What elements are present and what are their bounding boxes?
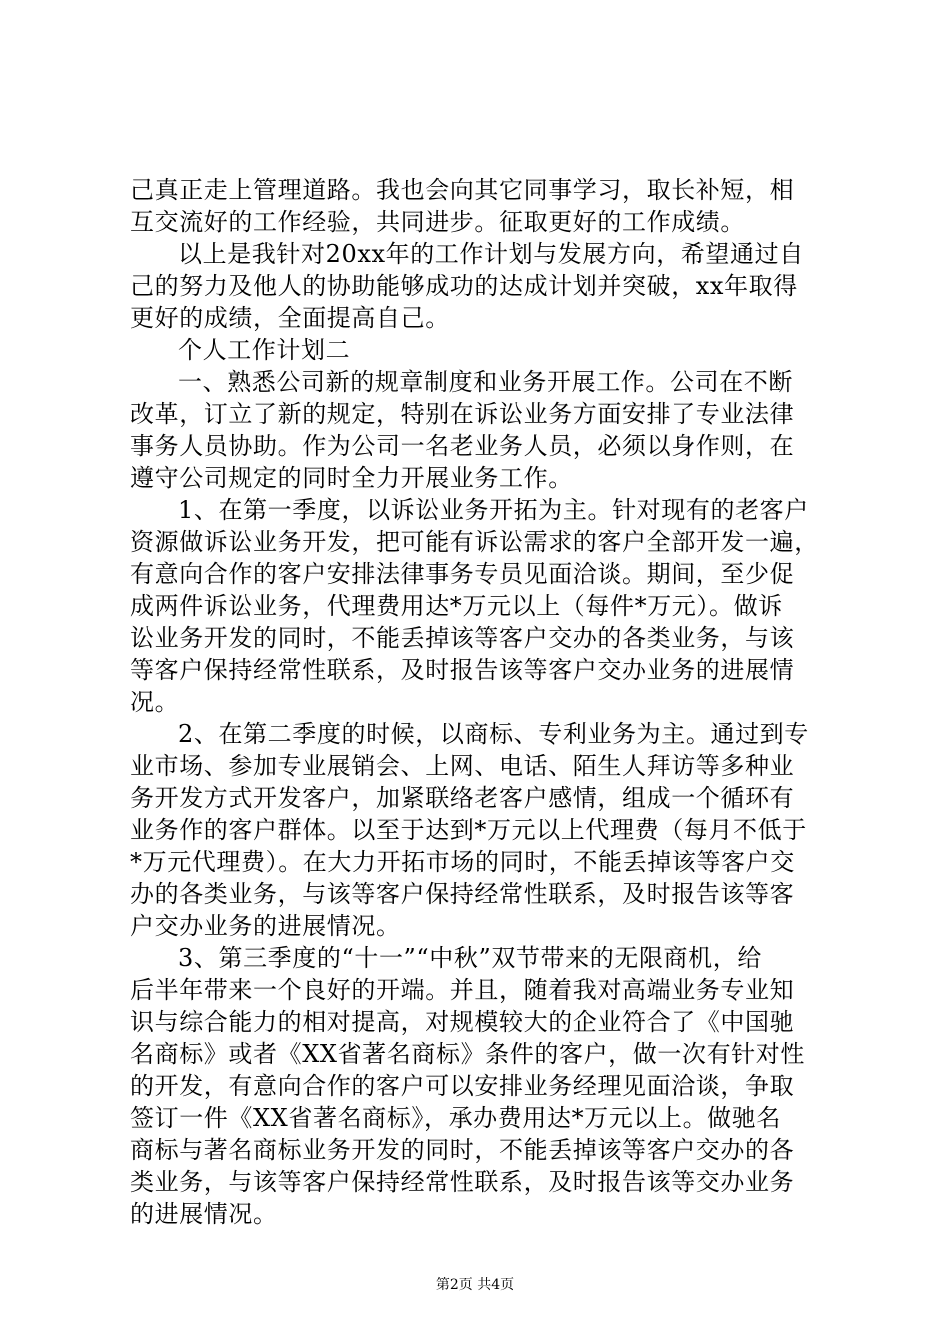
text-line: 资源做诉讼业务开发，把可能有诉讼需求的客户全部开发一遍， [130,528,819,556]
text-line: 己的努力及他人的协助能够成功的达成计划并突破，xx年取得 [130,272,798,300]
text-line: 务开发方式开发客户，加紧联络老客户感情，组成一个循环有 [130,784,795,812]
text-line: 识与综合能力的相对提高，对规模较大的企业符合了《中国驰 [130,1008,795,1036]
text-line: 以上是我针对20xx年的工作计划与发展方向，希望通过自 [178,240,804,268]
text-line: 遵守公司规定的同时全力开展业务工作。 [130,464,573,492]
text-line: 后半年带来一个良好的开端。并且，随着我对高端业务专业知 [130,976,795,1004]
text-line: 成两件诉讼业务，代理费用达*万元以上（每件*万元）。做诉 [130,592,783,620]
text-line: 互交流好的工作经验，共同进步。征取更好的工作成绩。 [130,208,745,236]
text-line: 有意向合作的客户安排法律事务专员见面洽谈。期间，至少促 [130,560,795,588]
text-line: 户交办业务的进展情况。 [130,912,401,940]
text-line: 的进展情况。 [130,1200,278,1228]
section-heading: 个人工作计划二 [178,336,351,364]
page-number: 第2页 共4页 [435,1277,515,1293]
text-line: 业务作的客户群体。以至于达到*万元以上代理费（每月不低于 [130,816,807,844]
text-line: 等客户保持经常性联系，及时报告该等客户交办业务的进展情 [130,656,795,684]
text-line: 况。 [130,688,180,716]
text-line: 事务人员协助。作为公司一名老业务人员，必须以身作则，在 [130,432,795,460]
text-line: 商标与著名商标业务开发的同时，不能丢掉该等客户交办的各 [130,1136,795,1164]
text-line: 讼业务开发的同时，不能丢掉该等客户交办的各类业务，与该 [130,624,795,652]
text-line: 办的各类业务，与该等客户保持经常性联系，及时报告该等客 [130,880,795,908]
text-line: 名商标》或者《XX省著名商标》条件的客户，做一次有针对性 [130,1040,805,1068]
text-line: 改革，订立了新的规定，特别在诉讼业务方面安排了专业法律 [130,400,795,428]
text-line: 类业务，与该等客户保持经常性联系，及时报告该等交办业务 [130,1168,795,1196]
text-line: 签订一件《XX省著名商标》，承办费用达*万元以上。做驰名 [130,1104,781,1132]
text-line: 己真正走上管理道路。我也会向其它同事学习，取长补短，相 [130,176,795,204]
text-line: 更好的成绩，全面提高自己。 [130,304,450,332]
text-line: 一、熟悉公司新的规章制度和业务开展工作。公司在不断 [178,368,793,396]
text-line: 业市场、参加专业展销会、上网、电话、陌生人拜访等多种业 [130,752,795,780]
text-line: 1、在第一季度，以诉讼业务开拓为主。针对现有的老客户 [178,496,809,524]
page-footer [0,1276,950,1294]
document-body [130,174,830,1230]
text-line: 的开发，有意向合作的客户可以安排业务经理见面洽谈，争取 [130,1072,795,1100]
text-line: *万元代理费）。在大力开拓市场的同时，不能丢掉该等客户交 [130,848,795,876]
text-line: 2、在第二季度的时候，以商标、专利业务为主。通过到专 [178,720,809,748]
text-line: 3、第三季度的“十一”“中秋”双节带来的无限商机，给 [178,944,762,972]
